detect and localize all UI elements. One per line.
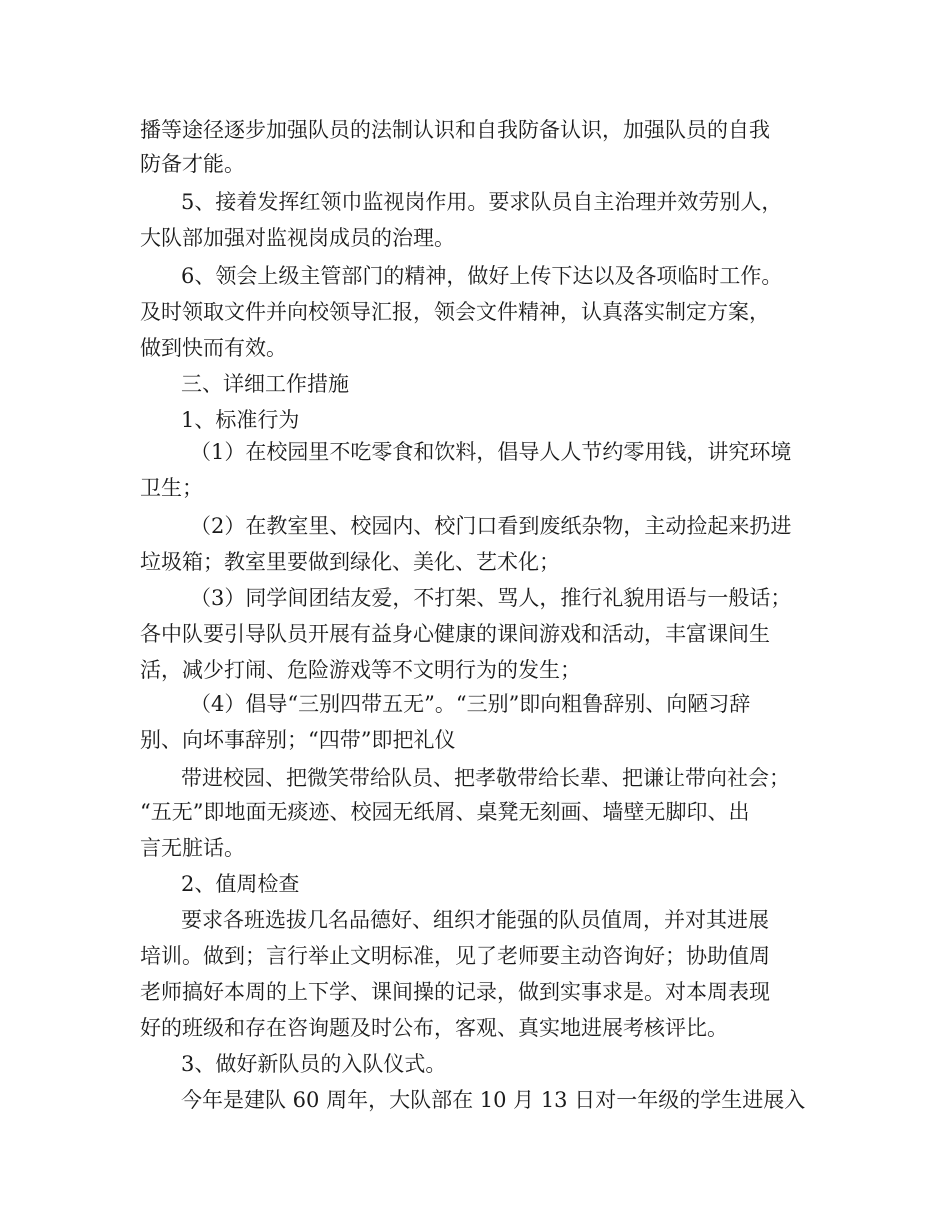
text-line: 5、接着发挥红领巾监视岗作用。要求队员自主治理并效劳别人， [181, 190, 783, 214]
subsection-heading: 2、值周检查 [181, 872, 300, 896]
text-line: 今年是建队 60 周年，大队部在 10 月 13 日对一年级的学生进展入 [181, 1088, 806, 1112]
text-line: 培训。做到；言行举止文明标准，见了老师要主动咨询好；协助值周 [140, 944, 770, 968]
section-heading: 三、详细工作措施 [181, 372, 349, 396]
text-line: 别、向坏事辞别；“四带”即把礼仪 [140, 728, 456, 752]
text-line: （3）同学间团结友爱，不打架、骂人，推行礼貌用语与一般话； [190, 586, 792, 610]
text-line: 卫生； [140, 476, 203, 500]
text-line: 做到快而有效。 [140, 336, 287, 360]
text-line: 防备才能。 [140, 152, 245, 176]
text-line: （1）在校园里不吃零食和饮料，倡导人人节约零用钱，讲究环境 [190, 440, 792, 464]
text-line: （2）在教室里、校园内、校门口看到废纸杂物，主动捡起来扔进 [190, 514, 792, 538]
text-line: 好的班级和存在咨询题及时公布，客观、真实地进展考核评比。 [140, 1016, 728, 1040]
text-line: 言无脏话。 [140, 836, 245, 860]
text-line: （4）倡导“三别四带五无”。“三别”即向粗鲁辞别、向陋习辞 [190, 692, 751, 716]
text-line: 垃圾箱；教室里要做到绿化、美化、艺术化； [140, 550, 560, 574]
text-line: “五无”即地面无痰迹、校园无纸屑、桌凳无刻画、墙壁无脚印、出 [140, 800, 750, 824]
text-line: 6、领会上级主管部门的精神，做好上传下达以及各项临时工作。 [181, 264, 783, 288]
text-line: 活，减少打闹、危险游戏等不文明行为的发生； [140, 658, 581, 682]
text-line: 播等途径逐步加强队员的法制认识和自我防备认识，加强队员的自我 [140, 118, 770, 142]
text-line: 及时领取文件并向校领导汇报，领会文件精神，认真落实制定方案， [140, 300, 770, 324]
text-line: 老师搞好本周的上下学、课间操的记录，做到实事求是。对本周表现 [140, 980, 770, 1004]
text-line: 各中队要引导队员开展有益身心健康的课间游戏和活动，丰富课间生 [140, 622, 770, 646]
text-line: 要求各班选拔几名品德好、组织才能强的队员值周，并对其进展 [181, 908, 769, 932]
subsection-heading: 1、标准行为 [181, 408, 300, 432]
text-line: 大队部加强对监视岗成员的治理。 [140, 226, 455, 250]
text-line: 带进校园、把微笑带给队员、把孝敬带给长辈、把谦让带向社会； [181, 766, 790, 790]
subsection-heading: 3、做好新队员的入队仪式。 [181, 1052, 447, 1076]
